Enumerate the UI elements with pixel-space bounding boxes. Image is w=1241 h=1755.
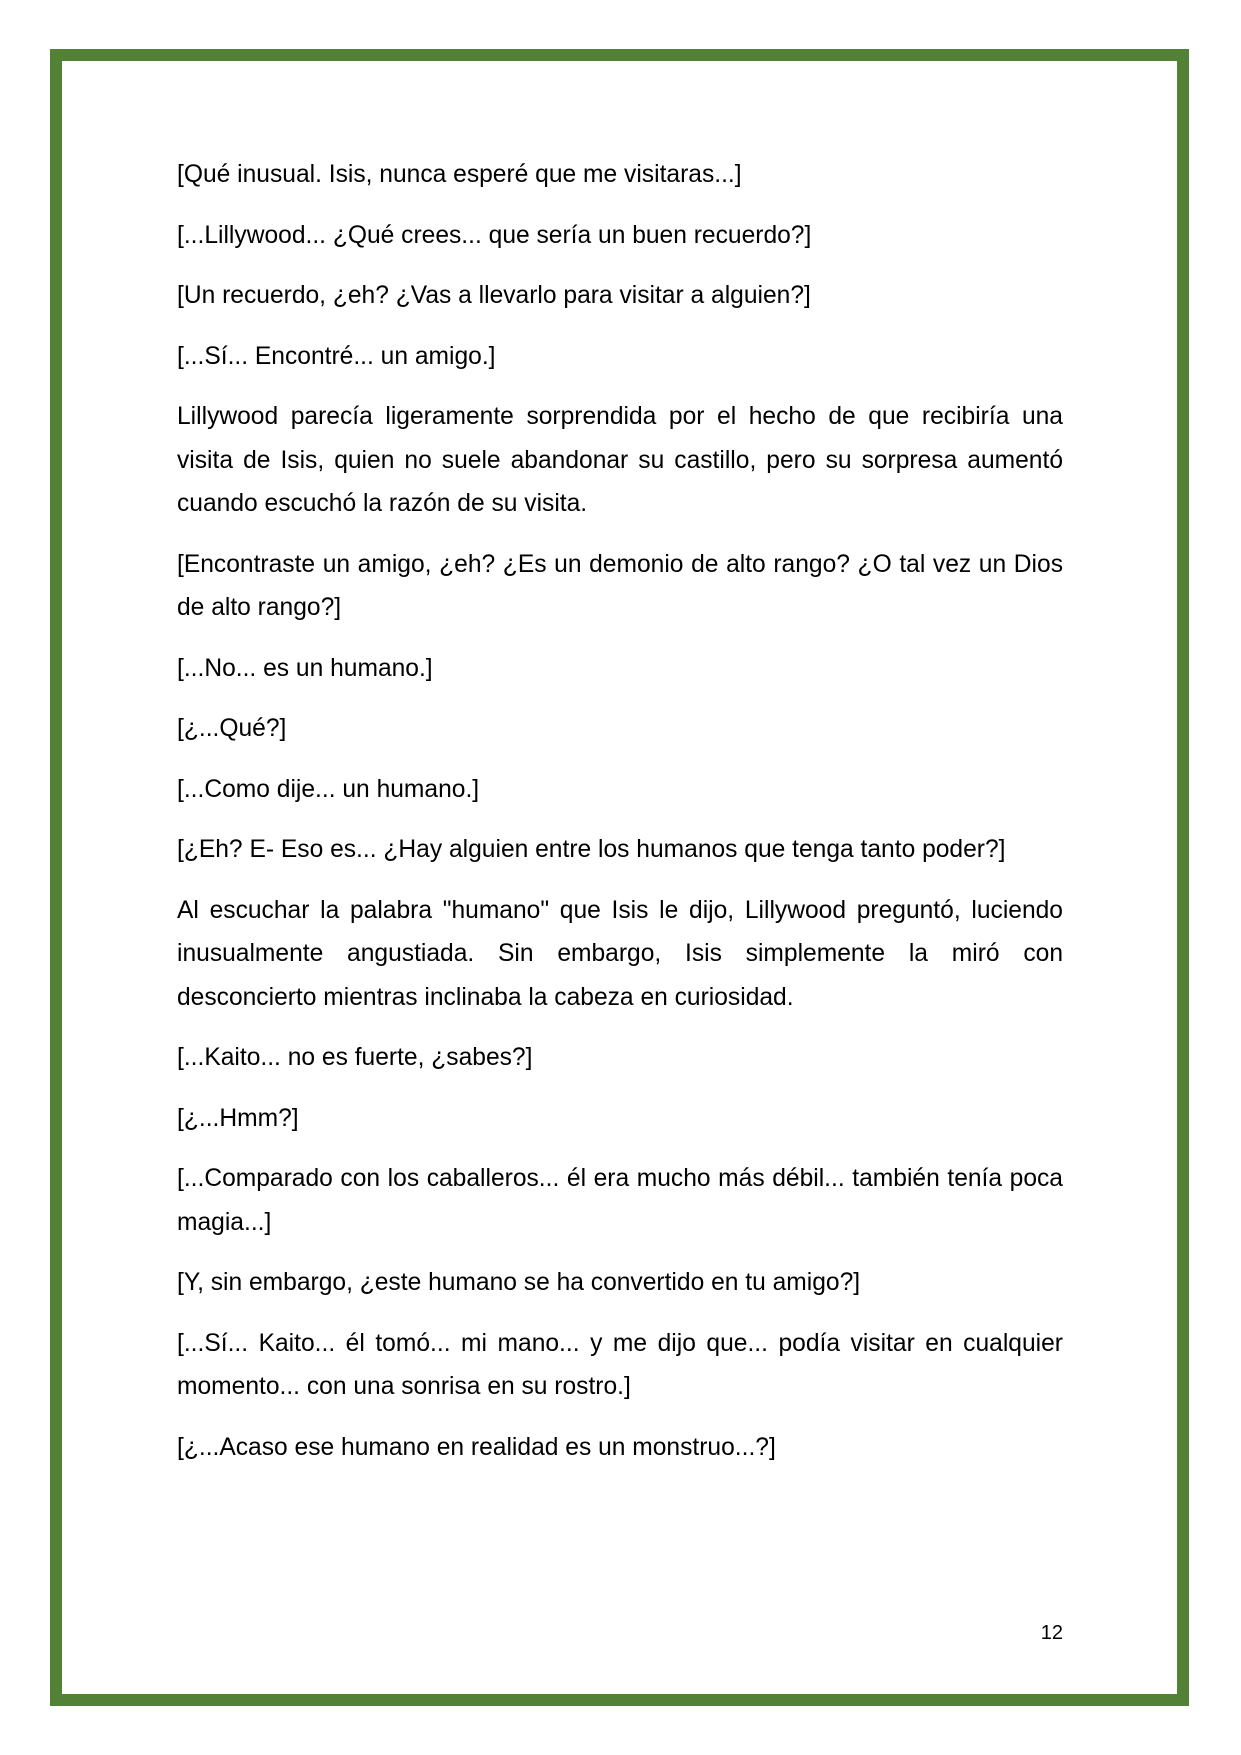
paragraph: [¿...Hmm?] <box>177 1104 299 1132</box>
paragraph: [Qué inusual. Isis, nunca esperé que me visitaras...] <box>177 161 742 188</box>
paragraph: [...Como dije... un humano.] <box>177 775 480 803</box>
paragraph: Al escuchar la palabra "humano" que Isis le dijo, Lillywood preguntó, luciendo inusualmente angustiada. Sin embargo, Isis simplemente la miró con desconcierto mientras inclinaba la cabeza en curiosidad. <box>177 896 1063 1011</box>
paragraph: [...Comparado con los caballeros... él era mucho más débil... también tenía poca magia...] <box>177 1165 1063 1236</box>
paragraph: [¿...Qué?] <box>177 715 287 742</box>
document-body <box>177 153 1063 1486</box>
paragraph: [...Kaito... no es fuerte, ¿sabes?] <box>177 1044 533 1071</box>
paragraph: [Un recuerdo, ¿eh? ¿Vas a llevarlo para visitar a alguien?] <box>177 282 811 309</box>
paragraph: [Y, sin embargo, ¿este humano se ha convertido en tu amigo?] <box>177 1269 861 1296</box>
paragraph: [Encontraste un amigo, ¿eh? ¿Es un demonio de alto rango? ¿O tal vez un Dios de alto rango?] <box>177 550 1063 621</box>
paragraph: [...Sí... Encontré... un amigo.] <box>177 342 496 370</box>
paragraph: [...No... es un humano.] <box>177 654 433 682</box>
paragraph: [¿Eh? E- Eso es... ¿Hay alguien entre los humanos que tenga tanto poder?] <box>177 836 1006 863</box>
paragraph: [...Sí... Kaito... él tomó... mi mano... y me dijo que... podía visitar en cualquier momento... con una sonrisa en su rostro.] <box>177 1329 1063 1400</box>
paragraph: Lillywood parecía ligeramente sorprendida por el hecho de que recibiría una visita de Isis, quien no suele abandonar su castillo, pero su sorpresa aumentó cuando escuchó la razón de su visita. <box>177 403 1063 517</box>
page-number: 12 <box>1040 1622 1063 1644</box>
paragraph: [...Lillywood... ¿Qué crees... que sería un buen recuerdo?] <box>177 221 812 249</box>
paragraph: [¿...Acaso ese humano en realidad es un monstruo...?] <box>177 1433 776 1461</box>
